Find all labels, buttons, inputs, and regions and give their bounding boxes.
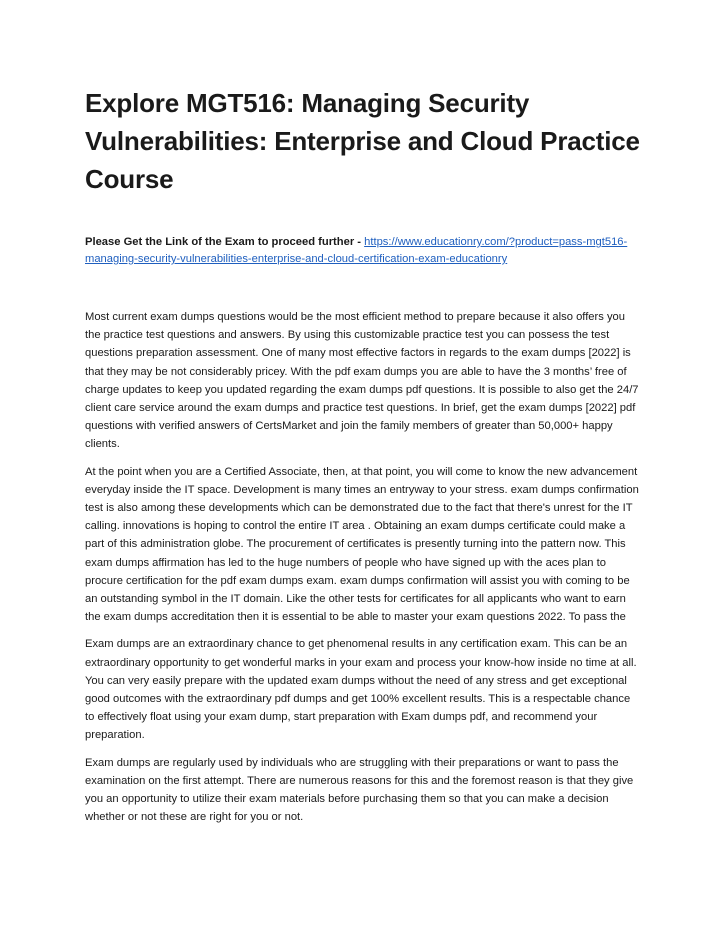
body-paragraph-4: Exam dumps are regularly used by individuals who are struggling with their preparations or want to pass the examination on the first attempt. There are numerous reasons for this and the foremost reason is that they give you an opportunity to utilize their exam materials before purchasing them so that you can make a decision whether or not these are right for you or not. (85, 756, 634, 824)
body-paragraph-1: Most current exam dumps questions would be the most efficient method to prepare because it also offers you the practice test questions and answers. By using this customizable practice test you can possess the test questions preparation assessment. One of many most effective factors in regards to the exam dumps [2022] is that they may be not considerably pricey. With the pdf exam dumps you are able to have the 3 months’ free of charge updates to keep you updated regarding the exam dumps pdf questions. It is possible to also get the 24/7 client care service around the exam dumps and practice test questions. In brief, get the exam dumps [2022] pdf questions with verified answers of CertsMarket and join the family members of greater than 50,000+ happy clients. (85, 311, 639, 451)
body-paragraph-3: Exam dumps are an extraordinary chance to get phenomenal results in any certification exam. This can be an extraordinary opportunity to get wonderful marks in your exam and process your know-how inside no time at all. You can very easily prepare with the updated exam dumps without the need of any stress and get exceptional good outcomes with the extraordinary pdf dumps and get 100% excellent results. This is a respectable chance to effectively float using your exam dump, start preparation with Exam dumps pdf, and recommend your preparation. (85, 638, 637, 742)
body-paragraph-2: At the point when you are a Certified Associate, then, at that point, you will come to know the new advancement everyday inside the IT space. Development is many times an entryway to your stress. exam dumps confirmation test is also among these developments which can be demonstrated due to the fact that there's unrest for the IT calling. innovations is hoping to control the entire IT area . Obtaining an exam dumps certificate could make a part of this administration globe. The procurement of certificates is presently turning into the pattern now. This exam dumps affirmation has led to the huge numbers of people who have signed up with the aces plan to procure certification for the pdf exam dumps exam. exam dumps confirmation will assist you with coming to be an outstanding symbol in the IT domain. Like the other tests for certificates for all applicants who want to earn the exam dumps accreditation then it is essential to be able to master your exam questions 2022. To pass the (85, 465, 639, 624)
exam-link-lead: Please Get the Link of the Exam to proceed further - (85, 236, 365, 248)
document-title: Explore MGT516: Managing Security Vulnerabilities: Enterprise and Cloud Practice Course (85, 88, 640, 194)
exam-link[interactable]: https://www.educationry.com/?product=pass-mgt516-managing-security-vulnerabilities-enterprise-and-cloud-certification-exam-educationry (85, 236, 628, 265)
document-page (85, 84, 641, 835)
document-body (85, 308, 641, 826)
exam-link-paragraph (85, 234, 641, 268)
